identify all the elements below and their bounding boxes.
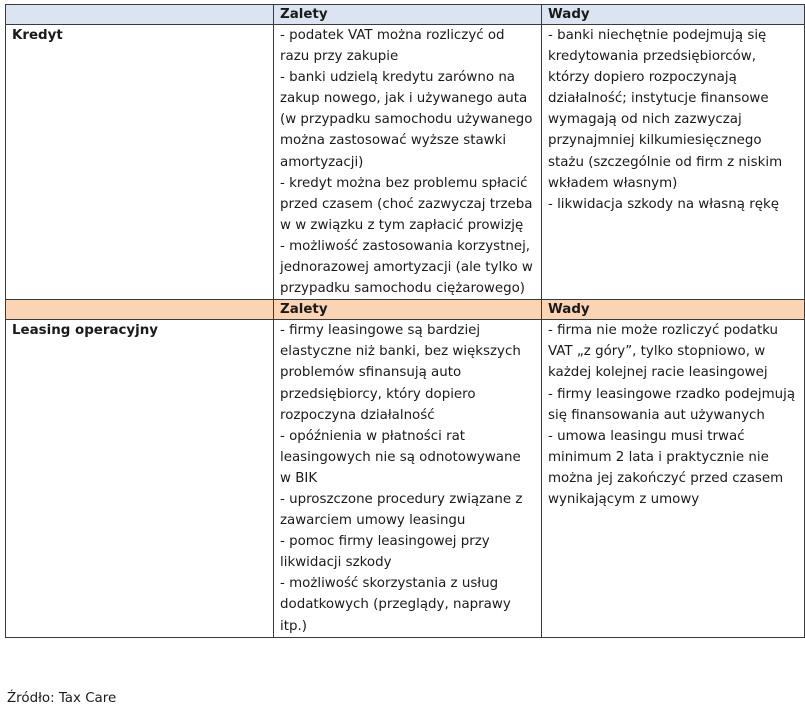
list-item: - kredyt można bez problemu spłacić przed czasem (choć zazwyczaj trzeba w w związku z tym zapłacić prowizję bbox=[280, 175, 533, 233]
list-item: - banki udzielą kredytu zarówno na zakup nowego, jak i używanego auta (w przypadku samochodu używanego można zastosować wyższe stawki amortyzacji) bbox=[280, 70, 533, 170]
list-item: - opóźnienia w płatności rat leasingowych nie są odnotowywane w BIK bbox=[280, 428, 521, 486]
comparison-table bbox=[5, 4, 805, 638]
list-item: - banki niechętnie podejmują się kredytowania przedsiębiorców, którzy dopiero rozpoczynają działalność; instytucje finansowe wymagają od nich zazwyczaj przynajmniej kilkumiesięcznego stażu (szczególnie od firm z niskim wkładem własnym) bbox=[548, 28, 783, 191]
row-leasing bbox=[6, 320, 805, 637]
list-item: - możliwość skorzystania z usług dodatkowych (przeglądy, naprawy itp.) bbox=[280, 576, 511, 634]
header-empty-cell bbox=[6, 5, 274, 25]
header-cons-cell: Wady bbox=[542, 300, 805, 320]
list-item: - możliwość zastosowania korzystnej, jednorazowej amortyzacji (ale tylko w przypadku samochodu ciężarowego) bbox=[280, 238, 533, 297]
source-caption: Źródło: Tax Care bbox=[7, 691, 117, 706]
header-pros-cell: Zalety bbox=[274, 300, 542, 320]
list-item: - likwidacja szkody na własną rękę bbox=[548, 196, 779, 212]
list-item: - podatek VAT można rozliczyć od razu przy zakupie bbox=[280, 28, 505, 65]
list-item: - pomoc firmy leasingowej przy likwidacji szkody bbox=[280, 534, 490, 571]
row-label-kredyt: Kredyt bbox=[6, 25, 274, 300]
cons-cell-kredyt bbox=[542, 25, 805, 300]
header-pros-cell: Zalety bbox=[274, 5, 542, 25]
list-item: - firmy leasingowe rzadko podejmują się finansowania aut używanych bbox=[548, 386, 796, 423]
list-item: - umowa leasingu musi trwać minimum 2 lata i praktycznie nie można jej zakończyć przed czasem wynikającym z umowy bbox=[548, 428, 784, 507]
row-label-leasing: Leasing operacyjny bbox=[6, 320, 274, 637]
header-cons-cell: Wady bbox=[542, 5, 805, 25]
list-item: - firma nie może rozliczyć podatku VAT „z góry”, tylko stopniowo, w każdej kolejnej racie leasingowej bbox=[548, 323, 779, 381]
header-empty-cell bbox=[6, 300, 274, 320]
row-kredyt bbox=[6, 25, 805, 300]
header-row-leasing bbox=[6, 300, 805, 320]
pros-cell-leasing bbox=[274, 320, 542, 637]
header-row-kredyt bbox=[6, 5, 805, 25]
list-item: - uproszczone procedury związane z zawarciem umowy leasingu bbox=[280, 491, 523, 529]
pros-cell-kredyt bbox=[274, 25, 542, 300]
list-item: - firmy leasingowe są bardziej elastyczne niż banki, bez większych problemów sfinansują auto przedsiębiorcy, który dopiero rozpoczyna działalność bbox=[280, 323, 521, 423]
cons-cell-leasing bbox=[542, 320, 805, 637]
